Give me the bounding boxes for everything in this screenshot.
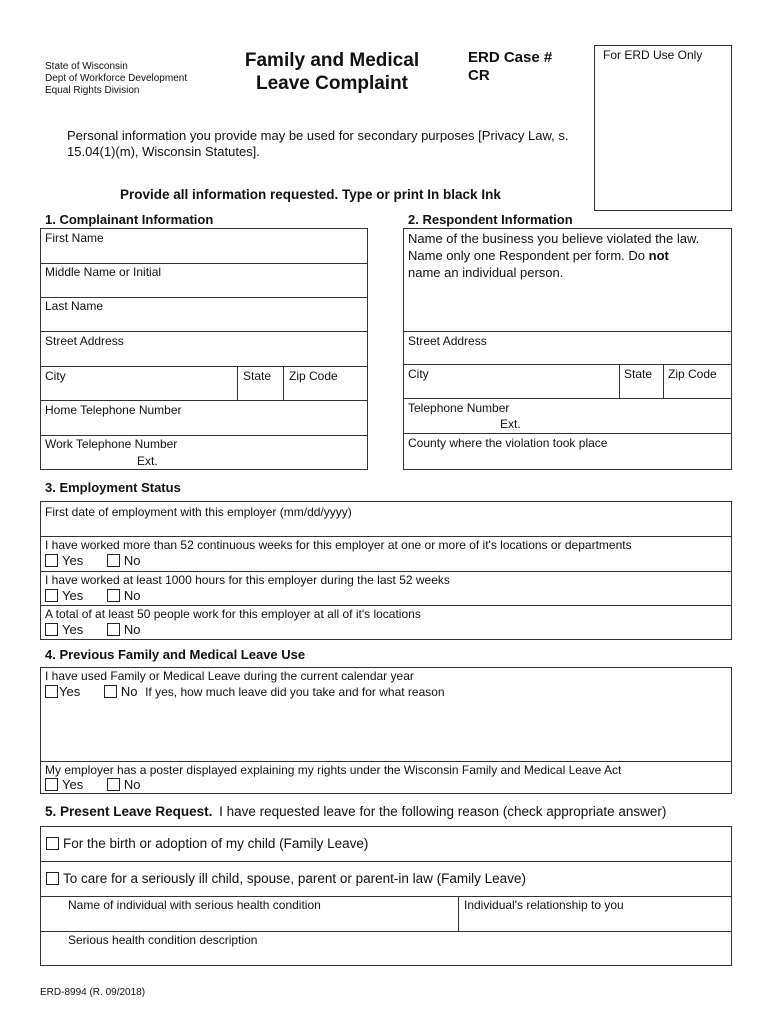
present-heading-rest: I have requested leave for the following reason (check appropriate answer) (219, 804, 667, 819)
zip-field[interactable]: Zip Code (289, 369, 338, 383)
q-50-people: A total of at least 50 people work for this employer at all of it's locations (45, 607, 421, 621)
last-name-field[interactable]: Last Name (45, 299, 104, 313)
previous-heading: 4. Previous Family and Medical Leave Use (45, 647, 306, 662)
q-poster-yes[interactable] (45, 777, 83, 792)
respondent-name-field[interactable] (408, 230, 728, 281)
q-1000-hours-no[interactable] (107, 588, 141, 603)
individual-name-field[interactable]: Name of individual with serious health condition (68, 898, 321, 912)
first-date-field[interactable]: First date of employment with this employer (mm/dd/yyyy) (45, 505, 352, 519)
privacy-line-2: 15.04(1)(m), Wisconsin Statutes]. (67, 144, 260, 159)
respondent-not: not (648, 248, 669, 263)
if-yes-reason-field[interactable]: If yes, how much leave did you take and for what reason (145, 685, 445, 699)
title-line-1: Family and Medical (244, 50, 420, 71)
erd-use-label: For ERD Use Only (603, 48, 703, 62)
respondent-phone-field[interactable]: Telephone Number (408, 401, 510, 415)
respondent-desc-2a: Name only one Respondent per form. Do (408, 248, 649, 263)
erd-case-label: ERD Case # (468, 49, 553, 66)
q-poster: My employer has a poster displayed explaining my rights under the Wisconsin Family and Medical Leave Act (45, 763, 622, 777)
yes-label: Yes (62, 622, 84, 637)
checkbox-icon[interactable] (107, 778, 120, 791)
complainant-heading: 1. Complainant Information (45, 212, 214, 227)
q-50-people-yes[interactable] (45, 622, 83, 637)
respondent-desc-3: name an individual person. (408, 265, 564, 280)
q-52-weeks-options (45, 553, 140, 569)
agency-state: State of Wisconsin (45, 61, 128, 72)
checkbox-icon[interactable] (46, 872, 59, 885)
checkbox-icon[interactable] (107, 623, 120, 636)
privacy-notice (67, 128, 587, 160)
option-seriously-ill[interactable] (46, 871, 526, 886)
present-heading (45, 804, 666, 819)
checkbox-icon[interactable] (45, 623, 58, 636)
employment-heading: 3. Employment Status (45, 480, 181, 495)
street-address-field[interactable]: Street Address (45, 334, 124, 348)
checkbox-icon[interactable] (46, 837, 59, 850)
q-poster-options (45, 777, 140, 793)
agency-dept: Dept of Workforce Development (45, 73, 188, 84)
erd-use-box (594, 45, 732, 211)
checkbox-icon[interactable] (107, 554, 120, 567)
no-label: No (123, 588, 141, 603)
checkbox-icon[interactable] (107, 589, 120, 602)
form-id: ERD-8994 (R. 09/2018) (40, 987, 146, 998)
q-52-weeks-yes[interactable] (45, 553, 83, 568)
condition-description-field[interactable]: Serious health condition description (68, 933, 258, 947)
respondent-heading: 2. Respondent Information (408, 212, 573, 227)
respondent-ext-field[interactable]: Ext. (500, 417, 521, 431)
state-field[interactable]: State (243, 369, 272, 383)
respondent-street-field[interactable]: Street Address (408, 334, 487, 348)
q-50-people-options (45, 622, 140, 638)
form-title (222, 49, 442, 95)
q-used-leave-yes[interactable] (45, 684, 80, 699)
work-ext-field[interactable]: Ext. (137, 454, 158, 468)
q-52-weeks: I have worked more than 52 continuous weeks for this employer at one or more of it's locations or departments (45, 538, 632, 552)
checkbox-icon[interactable] (104, 685, 117, 698)
home-phone-field[interactable]: Home Telephone Number (45, 403, 182, 417)
middle-name-field[interactable]: Middle Name or Initial (45, 265, 162, 279)
option-seriously-ill-label: To care for a seriously ill child, spouse, parent or parent-in law (Family Leave) (63, 871, 526, 886)
agency-block (45, 61, 187, 97)
erd-case (468, 49, 552, 85)
q-1000-hours: I have worked at least 1000 hours for this employer during the last 52 weeks (45, 573, 450, 587)
instruction: Provide all information requested. Type or print In black Ink (120, 187, 501, 202)
agency-division: Equal Rights Division (45, 85, 140, 96)
q-poster-no[interactable] (107, 777, 141, 792)
q-used-leave-options (45, 684, 445, 700)
checkbox-icon[interactable] (45, 554, 58, 567)
yes-label: Yes (62, 777, 84, 792)
q-50-people-no[interactable] (107, 622, 141, 637)
q-used-leave: I have used Family or Medical Leave during the current calendar year (45, 669, 414, 683)
q-used-leave-no[interactable] (104, 684, 138, 699)
checkbox-icon[interactable] (45, 589, 58, 602)
yes-label: Yes (62, 553, 84, 568)
respondent-desc-1: Name of the business you believe violated the law. (408, 231, 700, 246)
present-heading-bold: 5. Present Leave Request. (45, 804, 213, 819)
yes-label: Yes (59, 684, 81, 699)
cr-label: CR (468, 67, 490, 84)
work-phone-field[interactable]: Work Telephone Number (45, 437, 178, 451)
respondent-state-field[interactable]: State (624, 367, 653, 381)
respondent-city-field[interactable]: City (408, 367, 429, 381)
option-birth-adoption-label: For the birth or adoption of my child (Family Leave) (63, 836, 369, 851)
privacy-line-1: Personal information you provide may be used for secondary purposes [Privacy Law, s. (67, 128, 569, 143)
title-line-2: Leave Complaint (255, 73, 409, 94)
first-name-field[interactable]: First Name (45, 231, 104, 245)
county-field[interactable]: County where the violation took place (408, 436, 608, 450)
q-1000-hours-yes[interactable] (45, 588, 83, 603)
respondent-desc-2 (408, 247, 728, 264)
relationship-field[interactable]: Individual's relationship to you (464, 898, 624, 912)
yes-label: Yes (62, 588, 84, 603)
q-52-weeks-no[interactable] (107, 553, 141, 568)
respondent-zip-field[interactable]: Zip Code (668, 367, 717, 381)
q-1000-hours-options (45, 588, 140, 604)
city-field[interactable]: City (45, 369, 66, 383)
checkbox-icon[interactable] (45, 778, 58, 791)
no-label: No (120, 684, 138, 699)
option-birth-adoption[interactable] (46, 836, 368, 851)
no-label: No (123, 553, 141, 568)
no-label: No (123, 622, 141, 637)
checkbox-icon[interactable] (45, 685, 58, 698)
no-label: No (123, 777, 141, 792)
